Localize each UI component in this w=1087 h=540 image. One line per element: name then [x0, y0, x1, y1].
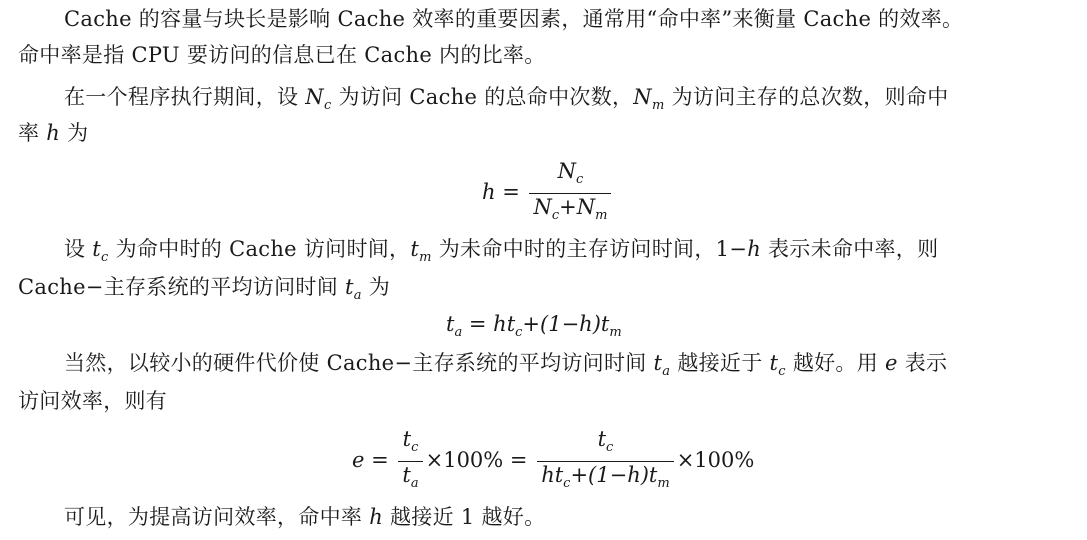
- text-segment: 为: [60, 121, 89, 145]
- text-segment: 越好。用: [785, 351, 886, 375]
- fraction-numerator: $t_c$: [597, 427, 614, 455]
- paragraph-2-line-2: [18, 120, 88, 146]
- paragraph-4-line-1: [64, 350, 947, 385]
- math-subscript: a: [662, 364, 671, 379]
- math-subscript: c: [323, 98, 332, 113]
- fraction-denominator: $N_c+N_m$: [533, 195, 608, 224]
- math-symbol: h: [747, 237, 762, 261]
- text-segment: 可见，为提高访问效率，命中率: [64, 505, 370, 529]
- formula-average-access-time: $t_a = ht_c+(1-h)t_m$: [446, 312, 622, 340]
- paragraph-1-line-1: Cache 的容量与块长是影响 Cache 效率的重要因素，通常用“命中率”来衡量 Cache 的效率。: [64, 7, 964, 31]
- math-symbol: N: [305, 85, 324, 109]
- math-symbol: h: [46, 121, 61, 145]
- paragraph-5: [64, 504, 545, 530]
- math-symbol: N: [633, 85, 652, 109]
- fraction-numerator: $N_c$: [557, 159, 584, 187]
- fraction: [398, 426, 422, 497]
- math-subscript: m: [419, 250, 432, 265]
- text-segment: 为访问 Cache 的总命中次数，: [331, 85, 634, 109]
- text-segment: 为访问主存的总次数，则命中: [664, 85, 949, 109]
- paragraph-4-line-2: 访问效率，则有: [18, 389, 168, 413]
- math-symbol: t: [769, 351, 779, 375]
- math-subscript: a: [353, 288, 362, 303]
- formula-times: ×100%: [676, 448, 755, 473]
- paragraph-3-line-1: [64, 236, 938, 271]
- text-segment: 表示未命中率，则: [761, 237, 939, 261]
- text-segment: 表示: [897, 351, 948, 375]
- text-segment: 在一个程序执行期间，设: [64, 85, 306, 109]
- text-segment: 越接近于: [670, 351, 770, 375]
- fraction: [537, 426, 673, 497]
- math-subscript: m: [651, 98, 665, 113]
- fraction: [529, 158, 611, 229]
- text-segment: 为: [361, 275, 391, 299]
- paragraph-3-line-2: [18, 274, 390, 309]
- text-segment: 设: [64, 237, 93, 261]
- math-symbol: e: [885, 351, 898, 375]
- math-symbol: h: [369, 505, 384, 529]
- text-segment: 为未命中时的主存访问时间，1−: [431, 237, 748, 261]
- text-segment: 率: [18, 121, 47, 145]
- math-subscript: c: [778, 364, 786, 379]
- text-segment: 越接近 1 越好。: [383, 505, 546, 529]
- text-segment: Cache−主存系统的平均访问时间: [18, 275, 345, 299]
- formula-hit-rate: [482, 158, 614, 229]
- math-symbol: t: [344, 275, 354, 299]
- text-segment: 当然，以较小的硬件代价使 Cache−主存系统的平均访问时间: [64, 351, 654, 375]
- formula-times: ×100% =: [425, 448, 528, 473]
- fraction-numerator: $t_c$: [402, 427, 419, 455]
- paragraph-2-line-1: [64, 84, 949, 119]
- formula-access-efficiency: e = $\frac{t_c}{t_a}$ ×100% = $\frac{t_c}{ht_c+(1-h)t_m}$ ×100%: [352, 426, 754, 497]
- text-segment: 为命中时的 Cache 访问时间，: [108, 237, 411, 261]
- math-symbol: t: [410, 237, 420, 261]
- formula-lhs: h =: [482, 180, 520, 205]
- math-symbol: t: [92, 237, 102, 261]
- math-symbol: t: [653, 351, 663, 375]
- math-subscript: c: [101, 250, 109, 265]
- fraction-denominator: $ht_c+(1-h)t_m$: [541, 463, 670, 492]
- paragraph-1-line-2: 命中率是指 CPU 要访问的信息已在 Cache 内的比率。: [18, 43, 546, 67]
- fraction-denominator: $t_a$: [402, 463, 419, 492]
